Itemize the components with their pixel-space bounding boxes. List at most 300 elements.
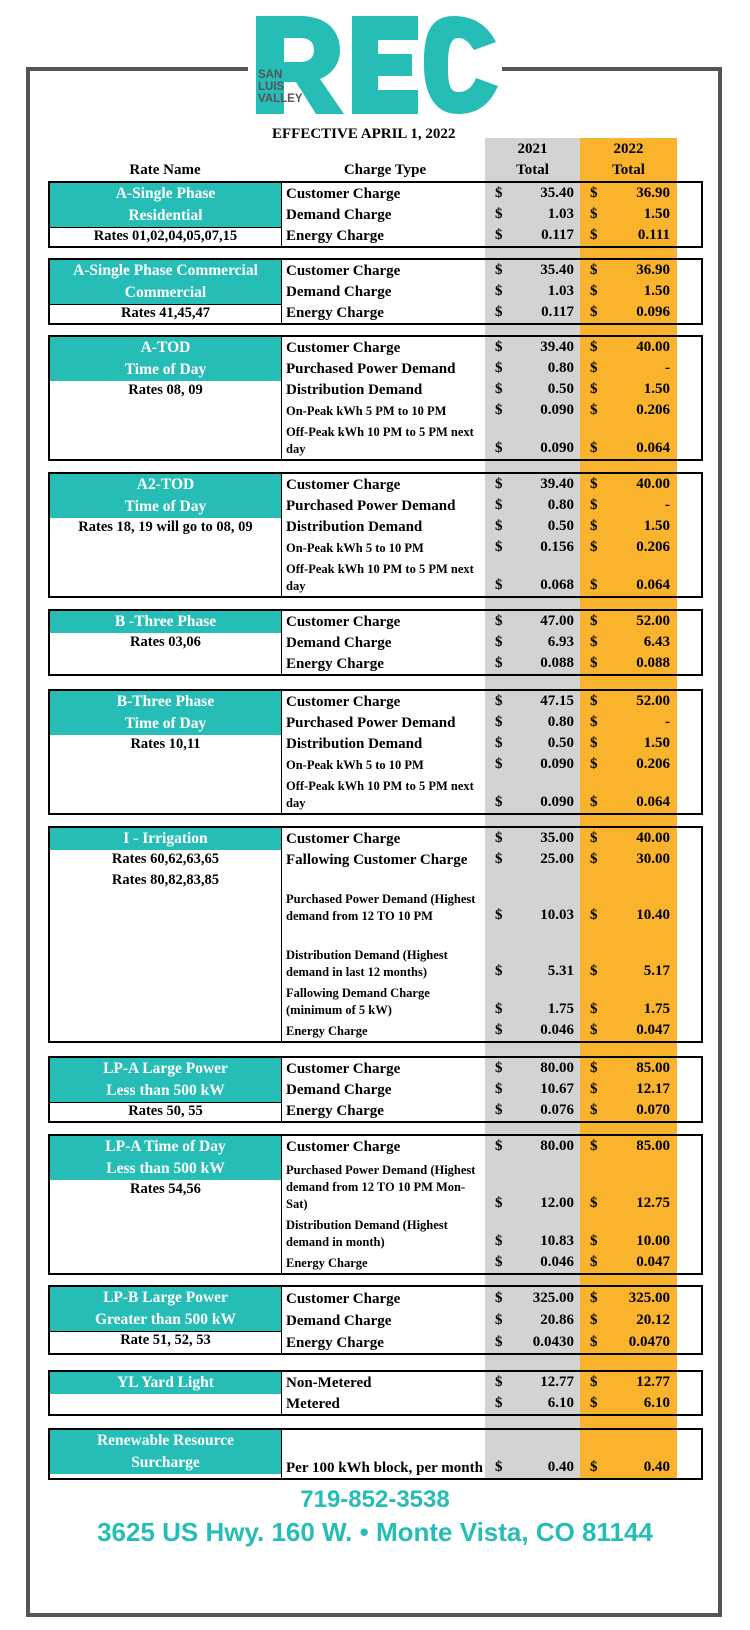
currency-2021: $ <box>495 907 503 923</box>
charge-type: Distribution Demand <box>286 736 423 752</box>
currency-2022: $ <box>590 577 598 593</box>
rates-codes: Rates 01,02,04,05,07,15 <box>93 228 238 244</box>
rate-section <box>48 1134 703 1275</box>
currency-2022: $ <box>590 304 598 320</box>
currency-2021: $ <box>495 360 503 376</box>
value-2021: 0.046 <box>540 1254 574 1270</box>
charge-row <box>50 775 701 813</box>
charge-type: On-Peak kWh 5 to 10 PM <box>286 758 424 772</box>
rate-section <box>48 609 703 676</box>
charge-type: Demand Charge <box>286 1313 392 1329</box>
charge-row <box>50 260 701 281</box>
charge-row <box>50 849 701 870</box>
currency-2022: $ <box>590 1233 598 1249</box>
charge-type: Demand Charge <box>286 284 392 300</box>
charge-row <box>50 1331 701 1353</box>
currency-2022: $ <box>590 1334 598 1350</box>
charge-type: Customer Charge <box>286 831 401 847</box>
charge-row <box>50 691 701 712</box>
charge-type: On-Peak kWh 5 PM to 10 PM <box>286 404 447 418</box>
value-2021: 0.090 <box>540 756 574 772</box>
value-2022: 0.064 <box>636 794 670 810</box>
value-2021: 47.15 <box>540 693 574 709</box>
currency-2022: $ <box>590 907 598 923</box>
currency-2022: $ <box>590 1290 598 1306</box>
currency-2021: $ <box>495 1060 503 1076</box>
currency-2022: $ <box>590 963 598 979</box>
currency-2022: $ <box>590 185 598 201</box>
charge-row <box>50 1430 701 1478</box>
currency-2021: $ <box>495 1102 503 1118</box>
footer-address: 3625 US Hwy. 160 W. • Monte Vista, CO 81144 <box>97 1517 653 1547</box>
rate-name-line: LP-A Large Power <box>103 1060 228 1077</box>
value-2022: 85.00 <box>636 1060 670 1076</box>
rate-section <box>48 472 703 598</box>
value-2021: 1.03 <box>547 283 574 299</box>
charge-type: Energy Charge <box>286 1024 368 1038</box>
currency-2022: $ <box>590 1195 598 1211</box>
value-2021: 5.31 <box>547 963 574 979</box>
currency-2021: $ <box>495 185 503 201</box>
rate-section <box>48 258 703 325</box>
charge-row <box>50 1079 701 1100</box>
rate-name-line: A2-TOD <box>136 476 195 493</box>
rate-name-line: A-TOD <box>140 339 191 356</box>
charge-type: Per 100 kWh block, per month <box>286 1460 483 1476</box>
currency-2021: $ <box>495 1459 503 1475</box>
footer-phone: 719-852-3538 <box>300 1486 450 1513</box>
rates-codes: Rates 10,11 <box>130 736 201 752</box>
value-2021: 0.80 <box>547 714 574 730</box>
rate-name-line: Greater than 500 kW <box>94 1311 237 1328</box>
value-2022: 40.00 <box>636 830 670 846</box>
rate-name-line: Time of Day <box>124 498 207 515</box>
value-2021: 39.40 <box>540 339 574 355</box>
value-2021: 35.00 <box>540 830 574 846</box>
charge-type: Customer Charge <box>286 1139 401 1155</box>
charge-row <box>50 204 701 225</box>
header-2022-total: Total <box>612 162 645 178</box>
charge-row <box>50 379 701 400</box>
charge-row <box>50 611 701 632</box>
value-2022: 0.047 <box>636 1254 670 1270</box>
currency-2021: $ <box>495 1395 503 1411</box>
charge-type: Off-Peak kWh 10 PM to 5 PM next day <box>286 562 474 593</box>
currency-2021: $ <box>495 304 503 320</box>
charge-type: Off-Peak kWh 10 PM to 5 PM next day <box>286 779 474 810</box>
currency-2022: $ <box>590 714 598 730</box>
value-2022: 1.50 <box>643 206 670 222</box>
rate-name-line: A-Single Phase Commercial <box>73 262 258 279</box>
charge-row <box>50 225 701 246</box>
charge-type: Purchased Power Demand <box>286 715 456 731</box>
charge-type: Fallowing Demand Charge (minimum of 5 kW) <box>286 986 430 1017</box>
currency-2021: $ <box>495 634 503 650</box>
value-2021: 6.93 <box>547 634 574 650</box>
value-2022: 0.0470 <box>628 1334 670 1350</box>
currency-2022: $ <box>590 794 598 810</box>
currency-2021: $ <box>495 206 503 222</box>
charge-type: Energy Charge <box>286 305 384 321</box>
value-2022: 0.40 <box>643 1459 670 1475</box>
charge-row <box>50 1287 701 1309</box>
value-2021: 47.00 <box>540 613 574 629</box>
value-2022: 325.00 <box>628 1290 670 1306</box>
charge-type: Customer Charge <box>286 694 401 710</box>
rate-name-line: A-Single Phase <box>115 185 216 202</box>
charge-type: Customer Charge <box>286 263 401 279</box>
rate-name-line: B-Three Phase <box>116 693 215 710</box>
charge-type: Metered <box>286 1396 340 1412</box>
currency-2021: $ <box>495 577 503 593</box>
rate-name-line: Less than 500 kW <box>106 1082 225 1099</box>
value-2022: 40.00 <box>636 339 670 355</box>
currency-2022: $ <box>590 1374 598 1390</box>
value-2022: 30.00 <box>636 851 670 867</box>
currency-2022: $ <box>590 613 598 629</box>
currency-2021: $ <box>495 963 503 979</box>
charge-row <box>50 281 701 302</box>
value-2021: 1.03 <box>547 206 574 222</box>
charge-row <box>50 495 701 516</box>
charge-row <box>50 400 701 421</box>
currency-2021: $ <box>495 440 503 456</box>
value-2021: 0.80 <box>547 497 574 513</box>
value-2022: 40.00 <box>636 476 670 492</box>
value-2021: 20.86 <box>540 1312 574 1328</box>
value-2022: 52.00 <box>636 613 670 629</box>
rates-codes: Rates 08, 09 <box>128 382 203 398</box>
value-2022: 36.90 <box>636 185 670 201</box>
charge-type: Customer Charge <box>286 1061 401 1077</box>
value-2022: 10.00 <box>636 1233 670 1249</box>
logo-word: LUIS <box>258 81 285 93</box>
currency-2022: $ <box>590 1102 598 1118</box>
value-2021: 10.83 <box>540 1233 574 1249</box>
currency-2021: $ <box>495 830 503 846</box>
currency-2021: $ <box>495 1254 503 1270</box>
header-rate-name: Rate Name <box>129 162 201 178</box>
value-2022: 0.070 <box>636 1102 670 1118</box>
currency-2022: $ <box>590 756 598 772</box>
charge-type: Energy Charge <box>286 656 384 672</box>
charge-row <box>50 1372 701 1393</box>
value-2022: 1.50 <box>643 283 670 299</box>
value-2022: 36.90 <box>636 262 670 278</box>
charge-type: Purchased Power Demand (Highest demand from 12 TO 10 PM Mon-Sat) <box>286 1163 476 1211</box>
logo-subtitle <box>258 69 303 105</box>
currency-2022: $ <box>590 1459 598 1475</box>
value-2022: 0.206 <box>636 539 670 555</box>
charge-type: Off-Peak kWh 10 PM to 5 PM next day <box>286 425 474 456</box>
currency-2022: $ <box>590 476 598 492</box>
charge-type: Demand Charge <box>286 207 392 223</box>
charge-row <box>50 302 701 323</box>
charge-row <box>50 358 701 379</box>
value-2021: 1.75 <box>547 1001 574 1017</box>
currency-2022: $ <box>590 1081 598 1097</box>
charge-row <box>50 1157 701 1214</box>
currency-2021: $ <box>495 613 503 629</box>
charge-row <box>50 1058 701 1079</box>
value-2021: 80.00 <box>540 1138 574 1154</box>
value-2022: 85.00 <box>636 1138 670 1154</box>
currency-2022: $ <box>590 830 598 846</box>
currency-2022: $ <box>590 381 598 397</box>
value-2021: 0.090 <box>540 794 574 810</box>
rate-name-line: Surcharge <box>131 1454 200 1471</box>
logo-word: SAN <box>258 69 283 81</box>
charge-type: Demand Charge <box>286 635 392 651</box>
value-2021: 25.00 <box>540 851 574 867</box>
currency-2021: $ <box>495 1001 503 1017</box>
currency-2021: $ <box>495 756 503 772</box>
currency-2021: $ <box>495 381 503 397</box>
rate-section <box>48 1370 703 1416</box>
currency-2021: $ <box>495 1290 503 1306</box>
charge-row <box>50 337 701 358</box>
currency-2021: $ <box>495 402 503 418</box>
currency-2022: $ <box>590 851 598 867</box>
rates-codes: Rates 54,56 <box>130 1181 201 1197</box>
rate-name-line: Time of Day <box>124 361 207 378</box>
charge-type: On-Peak kWh 5 to 10 PM <box>286 541 424 555</box>
rates-codes: Rates 41,45,47 <box>120 305 210 321</box>
currency-2022: $ <box>590 440 598 456</box>
charge-type: Distribution Demand <box>286 382 423 398</box>
charge-row <box>50 1252 701 1273</box>
charge-type: Purchased Power Demand <box>286 498 456 514</box>
rate-name-line: B -Three Phase <box>114 613 217 630</box>
charge-row <box>50 474 701 495</box>
value-2021: 0.156 <box>540 539 574 555</box>
charge-row <box>50 537 701 558</box>
value-2021: 39.40 <box>540 476 574 492</box>
value-2021: 35.40 <box>540 185 574 201</box>
value-2022: 0.047 <box>636 1022 670 1038</box>
value-2022: 1.50 <box>643 381 670 397</box>
rate-name-line: Renewable Resource <box>96 1432 235 1449</box>
value-2021: 0.50 <box>547 518 574 534</box>
currency-2022: $ <box>590 1395 598 1411</box>
charge-type: Purchased Power Demand <box>286 361 456 377</box>
rates-codes: Rates 60,62,63,65 <box>111 851 220 867</box>
value-2022: 10.40 <box>636 907 670 923</box>
value-2022: 20.12 <box>636 1312 670 1328</box>
currency-2021: $ <box>495 693 503 709</box>
value-2022: 52.00 <box>636 693 670 709</box>
currency-2022: $ <box>590 227 598 243</box>
charge-row <box>50 1136 701 1157</box>
currency-2022: $ <box>590 1022 598 1038</box>
charge-row <box>50 870 701 926</box>
value-2021: 0.090 <box>540 440 574 456</box>
charge-row <box>50 1393 701 1414</box>
value-2022: - <box>665 497 670 513</box>
header-charge-type: Charge Type <box>343 162 427 178</box>
rate-name-line: I - Irrigation <box>123 830 208 847</box>
currency-2022: $ <box>590 693 598 709</box>
currency-2022: $ <box>590 1001 598 1017</box>
value-2022: - <box>665 714 670 730</box>
currency-2021: $ <box>495 1374 503 1390</box>
currency-2021: $ <box>495 1312 503 1328</box>
rate-name-line: LP-B Large Power <box>103 1289 228 1306</box>
value-2021: 0.046 <box>540 1022 574 1038</box>
currency-2022: $ <box>590 360 598 376</box>
value-2022: 0.096 <box>636 304 670 320</box>
charge-type: Energy Charge <box>286 1335 384 1351</box>
charge-row <box>50 421 701 459</box>
header-2021-year: 2021 <box>517 141 548 157</box>
charge-row <box>50 653 701 674</box>
charge-type: Customer Charge <box>286 614 401 630</box>
currency-2022: $ <box>590 1254 598 1270</box>
value-2021: 6.10 <box>547 1395 574 1411</box>
charge-type: Customer Charge <box>286 1291 401 1307</box>
currency-2021: $ <box>495 1022 503 1038</box>
rate-section <box>48 1428 703 1480</box>
effective-date: EFFECTIVE APRIL 1, 2022 <box>272 126 456 142</box>
currency-2021: $ <box>495 518 503 534</box>
value-2022: 5.17 <box>643 963 670 979</box>
charge-type: Energy Charge <box>286 228 384 244</box>
charge-type: Fallowing Customer Charge <box>286 852 468 868</box>
rate-section <box>48 1056 703 1123</box>
charge-row <box>50 754 701 775</box>
currency-2022: $ <box>590 497 598 513</box>
rate-name-line: Residential <box>128 207 203 224</box>
currency-2021: $ <box>495 262 503 278</box>
value-2022: 6.10 <box>643 1395 670 1411</box>
currency-2022: $ <box>590 283 598 299</box>
charge-row <box>50 1100 701 1121</box>
value-2021: 12.77 <box>540 1374 574 1390</box>
value-2022: 12.17 <box>636 1081 670 1097</box>
rates-codes: Rates 80,82,83,85 <box>111 872 220 888</box>
rates-codes: Rate 51, 52, 53 <box>120 1332 211 1348</box>
currency-2022: $ <box>590 655 598 671</box>
value-2022: 0.064 <box>636 440 670 456</box>
value-2021: 12.00 <box>540 1195 574 1211</box>
value-2021: 0.090 <box>540 402 574 418</box>
currency-2022: $ <box>590 735 598 751</box>
charge-row <box>50 828 701 849</box>
value-2021: 0.80 <box>547 360 574 376</box>
currency-2021: $ <box>495 539 503 555</box>
value-2021: 0.117 <box>541 227 574 243</box>
value-2022: 1.50 <box>643 735 670 751</box>
charge-row <box>50 926 701 982</box>
charge-type: Distribution Demand <box>286 519 423 535</box>
logo-word: VALLEY <box>258 93 303 105</box>
value-2021: 10.67 <box>540 1081 574 1097</box>
value-2022: 0.206 <box>636 756 670 772</box>
currency-2021: $ <box>495 283 503 299</box>
currency-2022: $ <box>590 339 598 355</box>
charge-row <box>50 516 701 537</box>
charge-row <box>50 183 701 204</box>
currency-2022: $ <box>590 206 598 222</box>
rate-section <box>48 1285 703 1355</box>
currency-2021: $ <box>495 714 503 730</box>
charge-type: Customer Charge <box>286 477 401 493</box>
value-2021: 0.0430 <box>532 1334 574 1350</box>
header-2022-year: 2022 <box>613 141 644 157</box>
value-2022: 12.75 <box>636 1195 670 1211</box>
currency-2022: $ <box>590 518 598 534</box>
charge-type: Energy Charge <box>286 1103 384 1119</box>
value-2021: 35.40 <box>540 262 574 278</box>
currency-2021: $ <box>495 1138 503 1154</box>
charge-row <box>50 632 701 653</box>
currency-2022: $ <box>590 402 598 418</box>
currency-2021: $ <box>495 851 503 867</box>
currency-2022: $ <box>590 1138 598 1154</box>
rate-name-line: Commercial <box>124 284 207 301</box>
rate-section <box>48 826 703 1043</box>
rate-name-line: YL Yard Light <box>117 1374 214 1391</box>
charge-row <box>50 1214 701 1252</box>
rec-logo <box>248 12 502 116</box>
value-2022: 0.206 <box>636 402 670 418</box>
currency-2021: $ <box>495 1195 503 1211</box>
currency-2021: $ <box>495 1081 503 1097</box>
currency-2021: $ <box>495 1334 503 1350</box>
value-2022: 0.064 <box>636 577 670 593</box>
charge-row <box>50 1309 701 1331</box>
currency-2022: $ <box>590 1060 598 1076</box>
value-2022: - <box>665 360 670 376</box>
value-2022: 0.088 <box>636 655 670 671</box>
currency-2021: $ <box>495 655 503 671</box>
charge-row <box>50 712 701 733</box>
rate-name-line: Time of Day <box>124 715 207 732</box>
charge-type: Demand Charge <box>286 1082 392 1098</box>
rate-section <box>48 689 703 815</box>
value-2022: 1.50 <box>643 518 670 534</box>
charge-row <box>50 1020 701 1041</box>
value-2021: 0.40 <box>547 1459 574 1475</box>
currency-2021: $ <box>495 1233 503 1249</box>
value-2022: 6.43 <box>643 634 670 650</box>
charge-type: Customer Charge <box>286 340 401 356</box>
currency-2022: $ <box>590 1312 598 1328</box>
rate-name-line: LP-A Time of Day <box>105 1138 226 1155</box>
charge-row <box>50 733 701 754</box>
currency-2021: $ <box>495 339 503 355</box>
rates-codes: Rates 03,06 <box>130 634 201 650</box>
value-2021: 0.068 <box>540 577 574 593</box>
currency-2022: $ <box>590 634 598 650</box>
value-2021: 0.50 <box>547 381 574 397</box>
currency-2021: $ <box>495 735 503 751</box>
charge-type: Distribution Demand (Highest demand in last 12 months) <box>286 948 448 979</box>
value-2021: 10.03 <box>540 907 574 923</box>
charge-type: Distribution Demand (Highest demand in month) <box>286 1218 448 1249</box>
charge-row <box>50 982 701 1020</box>
value-2021: 0.076 <box>540 1102 574 1118</box>
header-2021-total: Total <box>516 162 549 178</box>
currency-2021: $ <box>495 794 503 810</box>
value-2021: 0.088 <box>540 655 574 671</box>
charge-type: Non-Metered <box>286 1375 372 1391</box>
value-2021: 80.00 <box>540 1060 574 1076</box>
value-2022: 1.75 <box>643 1001 670 1017</box>
value-2022: 12.77 <box>636 1374 670 1390</box>
charge-type: Purchased Power Demand (Highest demand from 12 TO 10 PM <box>286 892 476 923</box>
currency-2021: $ <box>495 227 503 243</box>
